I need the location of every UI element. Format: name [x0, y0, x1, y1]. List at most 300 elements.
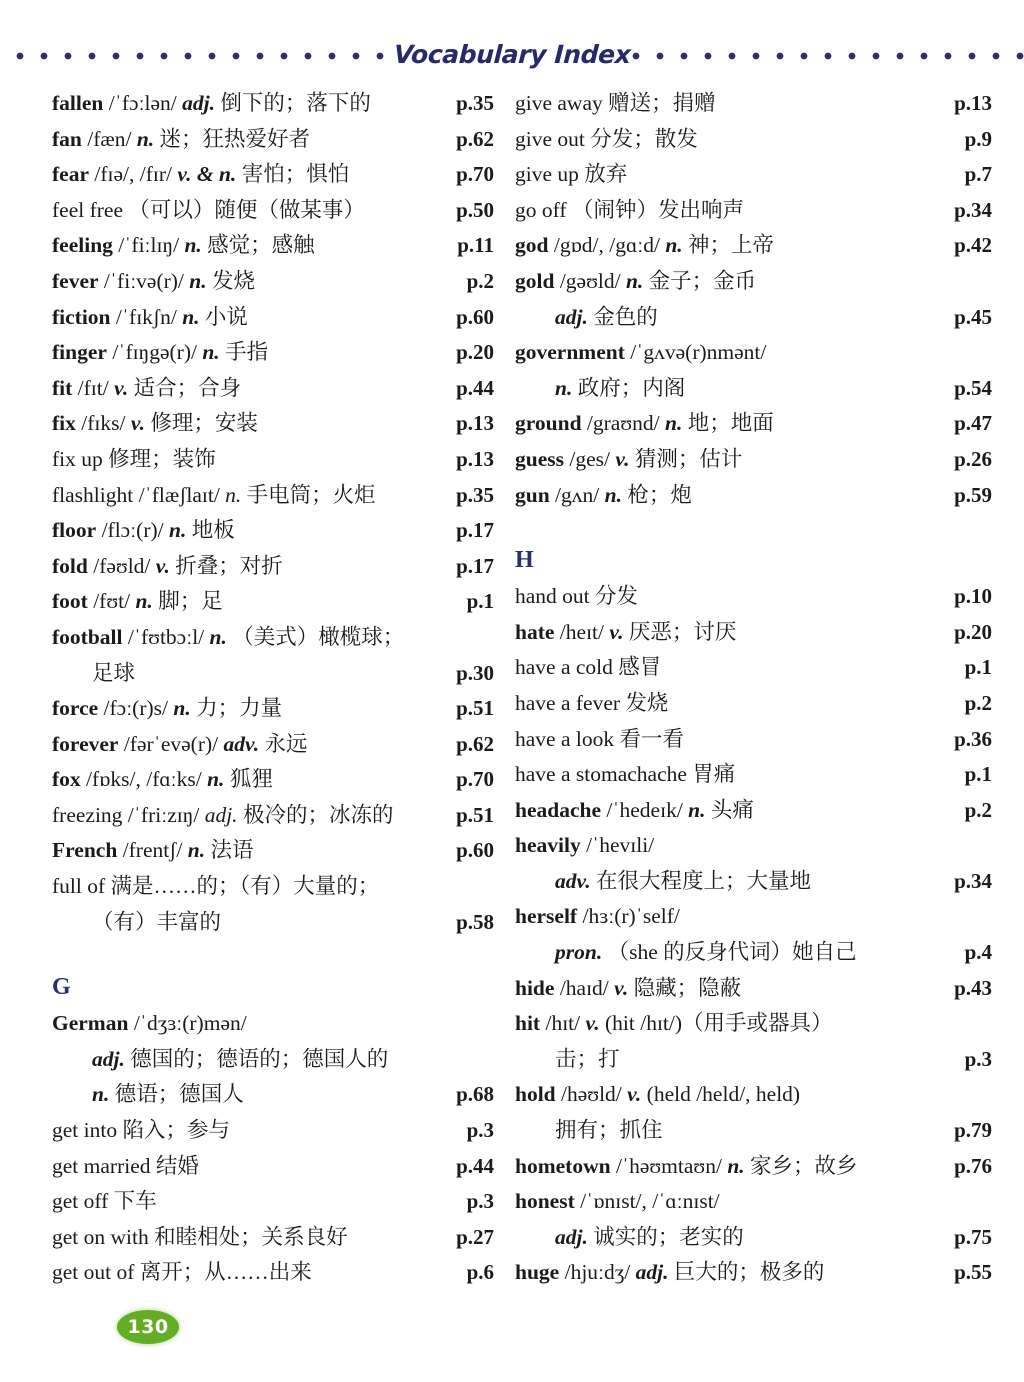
- page-title: Vocabulary Index: [392, 39, 632, 69]
- entry-translation: 感觉；感触: [201, 233, 315, 258]
- entry-translation: 放弃: [578, 162, 628, 187]
- entry-text: [515, 899, 924, 935]
- entry-page-number: p.43: [954, 975, 992, 1000]
- entry-phonetic: /ˈfiːlɪŋ/: [112, 233, 180, 258]
- entry-headword: gold: [515, 268, 555, 293]
- entry-translation: 家乡；故乡: [744, 1153, 858, 1178]
- entry-translation: 小说: [199, 304, 248, 329]
- entry-text: [515, 264, 924, 300]
- entry-page-number: p.2: [466, 268, 494, 293]
- vocabulary-entry: [515, 1006, 992, 1042]
- entry-part-of-speech: adv.: [555, 868, 591, 893]
- entry-phonetic: /heɪt/: [554, 619, 604, 644]
- entry-headword: give out: [515, 126, 585, 151]
- entry-part-of-speech: adj.: [555, 304, 588, 329]
- entry-text: [515, 300, 924, 336]
- entry-phonetic: /həʊld/: [555, 1082, 622, 1107]
- vocabulary-entry: [515, 971, 992, 1007]
- entry-headword: ground: [515, 411, 582, 436]
- entry-part-of-speech: v.: [150, 553, 170, 578]
- entry-phonetic: /ˈfriːzɪŋ/: [122, 802, 200, 827]
- entry-page-number: p.54: [954, 375, 992, 400]
- entry-part-of-speech: n.: [196, 340, 220, 365]
- entry-text: [52, 1149, 426, 1185]
- entry-page-number: p.34: [954, 868, 992, 893]
- entry-page-number: p.20: [954, 619, 992, 644]
- entry-text: [52, 157, 426, 193]
- entry-continuation-row: [515, 864, 992, 900]
- entry-text: [52, 300, 426, 336]
- entry-headword: give up: [515, 162, 579, 187]
- entry-page-number: p.44: [456, 375, 494, 400]
- entry-headword: feel free: [52, 197, 123, 222]
- entry-translation: 狐狸: [224, 767, 273, 792]
- entry-phonetic: /fɪt/: [72, 375, 109, 400]
- vocabulary-entry: [52, 869, 494, 905]
- entry-headword: fix up: [52, 446, 103, 471]
- entry-text: [52, 833, 426, 869]
- vocabulary-entry: [52, 228, 494, 264]
- entry-headword: god: [515, 233, 549, 258]
- header-dot-leader-left: [0, 34, 392, 74]
- entry-page-number: p.60: [456, 304, 494, 329]
- vocabulary-entry: [52, 193, 494, 229]
- entry-part-of-speech: n.: [659, 411, 683, 436]
- entry-headword: hit: [515, 1011, 541, 1036]
- entry-headword: finger: [52, 340, 107, 365]
- entry-page-number: p.17: [456, 518, 494, 543]
- entry-continuation-row: [515, 300, 992, 336]
- entry-part-of-speech: n.: [131, 126, 155, 151]
- vocabulary-entry: [515, 264, 992, 300]
- entry-text: [515, 615, 924, 651]
- entry-page-number: p.60: [456, 838, 494, 863]
- entry-headword: football: [52, 624, 123, 649]
- entry-headword: have a stomachache: [515, 762, 687, 787]
- entry-part-of-speech: adj.: [555, 1224, 588, 1249]
- entry-translation: （she 的反身代词）她自己: [602, 940, 857, 965]
- entry-headword: fix: [52, 411, 76, 436]
- entry-headword: fit: [52, 375, 73, 400]
- vocabulary-column-left: [0, 86, 502, 1291]
- entry-text: [515, 1220, 924, 1256]
- entry-page-number: p.62: [456, 731, 494, 756]
- entry-phonetic: /fɔː(r)s/: [98, 696, 168, 721]
- entry-phonetic: /fʊt/: [87, 589, 131, 614]
- entry-translation: 地板: [186, 518, 235, 543]
- entry-page-number: p.68: [456, 1082, 494, 1107]
- entry-phonetic: /hɪt/: [540, 1011, 581, 1036]
- entry-page-number: p.26: [954, 446, 992, 471]
- entry-headword: floor: [52, 518, 97, 543]
- page-number-label: 130: [127, 1316, 169, 1338]
- entry-continuation-row: [52, 1042, 494, 1078]
- entry-text: [515, 335, 924, 371]
- entry-translation: 德国的；德语的；德国人的: [124, 1046, 389, 1071]
- entry-headword: foot: [52, 589, 88, 614]
- entry-translation: 神；上帝: [682, 233, 775, 258]
- entry-page-number: p.70: [456, 767, 494, 792]
- entry-text: [515, 864, 924, 900]
- entry-part-of-speech: n.: [92, 1082, 110, 1107]
- page-header: [0, 34, 1024, 74]
- entry-translation: 赠送；捐赠: [602, 91, 716, 115]
- vocabulary-entry: [515, 228, 992, 264]
- entry-phonetic: /ˈflæʃlaɪt/: [133, 482, 220, 507]
- entry-headword: have a fever: [515, 690, 621, 715]
- entry-text: [52, 727, 426, 763]
- entry-page-number: p.51: [456, 696, 494, 721]
- entry-headword: huge: [515, 1260, 560, 1285]
- entry-page-number: p.30: [456, 660, 494, 685]
- entry-translation: 击；打: [555, 1046, 620, 1071]
- vocabulary-entry: [52, 442, 494, 478]
- entry-translation: 金色的: [587, 304, 658, 329]
- vocabulary-entry: [515, 335, 992, 371]
- entry-translation: 拥有；抓住: [555, 1118, 663, 1143]
- entry-part-of-speech: n.: [168, 696, 191, 721]
- entry-translation: 永远: [259, 731, 308, 756]
- entry-text: [52, 620, 426, 656]
- entry-part-of-speech: v. & n.: [172, 162, 237, 187]
- vocabulary-entry: [52, 1255, 494, 1291]
- entry-text: [515, 122, 924, 158]
- entry-headword: forever: [52, 731, 119, 756]
- entry-page-number: p.1: [466, 589, 494, 614]
- entry-continuation-row: [52, 905, 494, 941]
- header-dot-leader-right: [632, 34, 1024, 74]
- entry-text: [52, 1006, 426, 1042]
- entry-part-of-speech: v.: [108, 375, 129, 400]
- entry-part-of-speech: n.: [721, 1153, 745, 1178]
- vocabulary-entry: [515, 793, 992, 829]
- vocabulary-entry: [515, 86, 992, 122]
- vocabulary-entry: [515, 1184, 992, 1220]
- vocabulary-entry: [52, 1184, 494, 1220]
- entry-page-number: p.3: [466, 1189, 494, 1214]
- entry-translation: 足球: [92, 660, 136, 685]
- entry-translation: 地；地面: [682, 411, 774, 436]
- entry-phonetic: /fɒks/, /fɑːks/: [80, 767, 202, 792]
- entry-translation: 胃痛: [686, 762, 736, 787]
- entry-part-of-speech: adj.: [630, 1260, 669, 1285]
- entry-headword: get into: [52, 1118, 118, 1143]
- entry-part-of-speech: n.: [204, 624, 227, 649]
- entry-text: [52, 762, 426, 798]
- entry-translation: 迷；狂热爱好者: [154, 126, 311, 151]
- entry-translation: 德语；德国人: [109, 1082, 244, 1107]
- entry-text: [515, 442, 924, 478]
- entry-part-of-speech: n.: [163, 518, 187, 543]
- entry-phonetic: /ˈfɔːlən/: [103, 91, 177, 115]
- entry-headword: fiction: [52, 304, 111, 329]
- entry-page-number: p.34: [954, 197, 992, 222]
- entry-text: [52, 193, 426, 229]
- entry-translation: 满是……的；（有）大量的；: [105, 874, 380, 899]
- entry-phonetic: /frentʃ/: [117, 838, 183, 863]
- section-letter-heading: G: [52, 974, 71, 1001]
- vocabulary-entry: [52, 157, 494, 193]
- vocabulary-entry: [515, 122, 992, 158]
- vocabulary-entry: [515, 899, 992, 935]
- entry-text: [515, 971, 924, 1007]
- entry-translation: 害怕；惧怕: [236, 162, 350, 187]
- entry-page-number: p.9: [964, 126, 992, 151]
- entry-text: [515, 478, 924, 514]
- entry-headword: heavily: [515, 833, 581, 858]
- entry-part-of-speech: v.: [608, 975, 629, 1000]
- entry-headword: headache: [515, 797, 601, 822]
- entry-phonetic: /ˈfɪŋgə(r)/: [106, 340, 197, 365]
- vocabulary-entry: [515, 828, 992, 864]
- entry-text: [515, 757, 924, 793]
- entry-translation: 手指: [219, 340, 269, 365]
- entry-continuation-row: [515, 1042, 992, 1078]
- entry-part-of-speech: adj.: [92, 1046, 125, 1071]
- entry-text: [515, 1077, 924, 1113]
- entry-phonetic: /ˈgʌvə(r)nmənt/: [624, 340, 767, 365]
- entry-page-number: p.20: [456, 340, 494, 365]
- entry-page-number: p.75: [954, 1224, 992, 1249]
- vocabulary-entry: [52, 300, 494, 336]
- entry-part-of-speech: n.: [183, 268, 207, 293]
- entry-page-number: p.62: [456, 126, 494, 151]
- vocabulary-entry: [515, 722, 992, 758]
- entry-headword: force: [52, 696, 99, 721]
- entry-translation: 修理；安装: [144, 411, 258, 436]
- entry-part-of-speech: pron.: [555, 940, 603, 965]
- entry-headword: have a look: [515, 726, 615, 751]
- entry-text: [52, 371, 426, 407]
- entry-text: [515, 1184, 924, 1220]
- entry-phonetic: /flɔː(r)/: [96, 518, 164, 543]
- entry-page-number: p.1: [964, 655, 992, 680]
- vocabulary-entry: [52, 549, 494, 585]
- entry-headword: give away: [515, 91, 603, 115]
- entry-headword: full of: [52, 874, 106, 899]
- entry-translation: 法语: [205, 838, 254, 863]
- vocabulary-entry: [52, 406, 494, 442]
- entry-headword: get off: [52, 1189, 109, 1214]
- entry-headword: freezing: [52, 802, 123, 827]
- vocabulary-entry: [52, 584, 494, 620]
- vocabulary-entry: [52, 122, 494, 158]
- entry-continuation-row: [515, 1220, 992, 1256]
- entry-text: [52, 513, 426, 549]
- vocabulary-entry: [52, 833, 494, 869]
- entry-continuation-row: [515, 371, 992, 407]
- entry-phonetic: /ges/: [563, 446, 610, 471]
- entry-page-number: p.17: [456, 553, 494, 578]
- entry-page-number: p.4: [964, 940, 992, 965]
- entry-text: [52, 549, 426, 585]
- vocabulary-entry: [515, 650, 992, 686]
- entry-headword: gun: [515, 482, 550, 507]
- entry-translation: 发烧: [620, 690, 669, 715]
- entry-text: [52, 1255, 426, 1291]
- entry-translation: 看一看: [614, 726, 684, 751]
- entry-phonetic: /fɪə/, /fɪr/: [89, 162, 172, 187]
- entry-text: [515, 686, 924, 722]
- entry-part-of-speech: n.: [659, 233, 683, 258]
- entry-text: [515, 650, 924, 686]
- entry-headword: have a cold: [515, 655, 613, 680]
- entry-page-number: p.50: [456, 197, 494, 222]
- entry-translation: 诚实的；老实的: [587, 1224, 744, 1249]
- vocabulary-entry: [52, 691, 494, 727]
- entry-translation: 发烧: [206, 268, 256, 293]
- entry-phonetic: /fæn/: [81, 126, 132, 151]
- entry-phonetic: /fərˈevə(r)/: [118, 731, 219, 756]
- entry-phonetic: /hjuːdʒ/: [559, 1260, 631, 1285]
- entry-headword: hometown: [515, 1153, 611, 1178]
- entry-headword: fox: [52, 767, 81, 792]
- entry-translation: 修理；装饰: [102, 446, 216, 471]
- entry-page-number: p.35: [456, 91, 494, 115]
- vocabulary-entry: [52, 1220, 494, 1256]
- entry-text: [515, 1006, 924, 1042]
- entry-phonetic: /ˈhəʊmtaʊn/: [610, 1153, 722, 1178]
- entry-continuation-row: [52, 1077, 494, 1113]
- entry-page-number: p.58: [456, 909, 494, 934]
- entry-phonetic: /gɒd/, /gɑːd/: [548, 233, 660, 258]
- vocabulary-entry: [515, 1149, 992, 1185]
- entry-text: [52, 584, 426, 620]
- vocabulary-entry: [52, 798, 494, 834]
- vocabulary-entry: [52, 727, 494, 763]
- entry-page-number: p.13: [456, 411, 494, 436]
- entry-translation: 枪；炮: [621, 482, 692, 507]
- entry-text: [52, 905, 426, 941]
- vocabulary-entry: [515, 757, 992, 793]
- entry-continuation-row: [52, 656, 494, 692]
- entry-text: [52, 656, 426, 692]
- entry-part-of-speech: adv.: [218, 731, 260, 756]
- entry-part-of-speech: n.: [130, 589, 153, 614]
- entry-text: [52, 264, 426, 300]
- entry-text: [515, 935, 924, 971]
- entry-text: [515, 793, 924, 829]
- entry-page-number: p.3: [466, 1118, 494, 1143]
- entry-phonetic: /gʌn/: [549, 482, 600, 507]
- entry-translation: 脚；足: [152, 589, 223, 614]
- entry-page-number: p.10: [954, 584, 992, 609]
- entry-headword: guess: [515, 446, 564, 471]
- entry-text: [515, 228, 924, 264]
- entry-translation: 倒下的；落下的: [215, 91, 371, 115]
- entry-headword: fear: [52, 162, 89, 187]
- entry-page-number: p.13: [954, 91, 992, 115]
- entry-text: [52, 798, 426, 834]
- entry-part-of-speech: n.: [682, 797, 706, 822]
- entry-text: [52, 1113, 426, 1149]
- entry-part-of-speech: v.: [621, 1082, 642, 1107]
- entry-part-of-speech: n.: [219, 482, 242, 507]
- entry-page-number: p.42: [954, 233, 992, 258]
- entry-translation: （有）丰富的: [92, 909, 222, 934]
- entry-translation: 适合；合身: [128, 375, 242, 400]
- vocabulary-entry: [52, 1006, 494, 1042]
- entry-translation: 结婚: [150, 1153, 199, 1178]
- section-letter-heading: H: [515, 547, 534, 574]
- entry-translation: 陷入；参与: [117, 1118, 230, 1143]
- entry-text: [52, 1077, 426, 1113]
- entry-page-number: p.3: [964, 1046, 992, 1071]
- entry-translation: 隐藏；隐蔽: [628, 975, 742, 1000]
- entry-text: [515, 157, 924, 193]
- vocabulary-entry: [52, 264, 494, 300]
- entry-phonetic: /ˈhedeɪk/: [601, 797, 683, 822]
- entry-page-number: p.2: [964, 690, 992, 715]
- entry-text: [515, 1042, 924, 1078]
- vocabulary-entry: [515, 478, 992, 514]
- entry-headword: get on with: [52, 1224, 149, 1249]
- entry-translation: 折叠；对折: [169, 553, 283, 578]
- entry-page-number: p.55: [954, 1260, 992, 1285]
- entry-text: [515, 579, 924, 615]
- entry-text: [52, 869, 426, 905]
- entry-phonetic: /ˈdʒɜː(r)mən/: [128, 1011, 247, 1036]
- entry-headword: get out of: [52, 1260, 135, 1285]
- entry-translation: （美式）橄榄球；: [226, 624, 405, 649]
- entry-translation: 分发: [589, 584, 639, 609]
- entry-phonetic: /ˈfɪkʃn/: [110, 304, 177, 329]
- entry-headword: hate: [515, 619, 555, 644]
- entry-translation: (held /held/, held): [641, 1082, 801, 1107]
- entry-text: [515, 86, 924, 122]
- vocabulary-entry: [52, 513, 494, 549]
- vocabulary-entry: [515, 1255, 992, 1291]
- entry-text: [515, 722, 924, 758]
- entry-headword: fever: [52, 268, 99, 293]
- entry-text: [515, 371, 924, 407]
- entry-translation: 金子；金币: [643, 268, 757, 293]
- entry-headword: French: [52, 838, 118, 863]
- entry-text: [52, 1184, 426, 1220]
- vocabulary-entry: [515, 157, 992, 193]
- entry-page-number: p.27: [456, 1224, 494, 1249]
- index-columns: [0, 86, 1024, 1291]
- entry-text: [52, 1042, 426, 1078]
- entry-translation: 分发；散发: [584, 126, 698, 151]
- entry-text: [52, 335, 426, 371]
- entry-translation: 厌恶；讨厌: [623, 619, 737, 644]
- vocabulary-entry: [515, 686, 992, 722]
- entry-part-of-speech: adj.: [176, 91, 216, 115]
- vocabulary-entry: [515, 1077, 992, 1113]
- entry-translation: 头痛: [705, 797, 754, 822]
- entry-translation: 离开；从……出来: [134, 1260, 312, 1285]
- entry-phonetic: /haɪd/: [554, 975, 609, 1000]
- entry-text: [515, 1255, 924, 1291]
- entry-headword: fan: [52, 126, 82, 151]
- entry-headword: hold: [515, 1082, 556, 1107]
- entry-page-number: p.35: [456, 482, 494, 507]
- entry-text: [52, 122, 426, 158]
- entry-page-number: p.13: [456, 446, 494, 471]
- entry-translation: 感冒: [612, 655, 662, 680]
- entry-translation: (hit /hɪt/)（用手或器具）: [599, 1011, 833, 1036]
- entry-headword: hide: [515, 975, 555, 1000]
- entry-text: [52, 406, 426, 442]
- entry-text: [52, 228, 426, 264]
- entry-page-number: p.6: [466, 1260, 494, 1285]
- vocabulary-entry: [52, 1113, 494, 1149]
- entry-page-number: p.44: [456, 1153, 494, 1178]
- vocabulary-entry: [515, 615, 992, 651]
- entry-headword: flashlight: [52, 482, 134, 507]
- entry-page-number: p.7: [964, 162, 992, 187]
